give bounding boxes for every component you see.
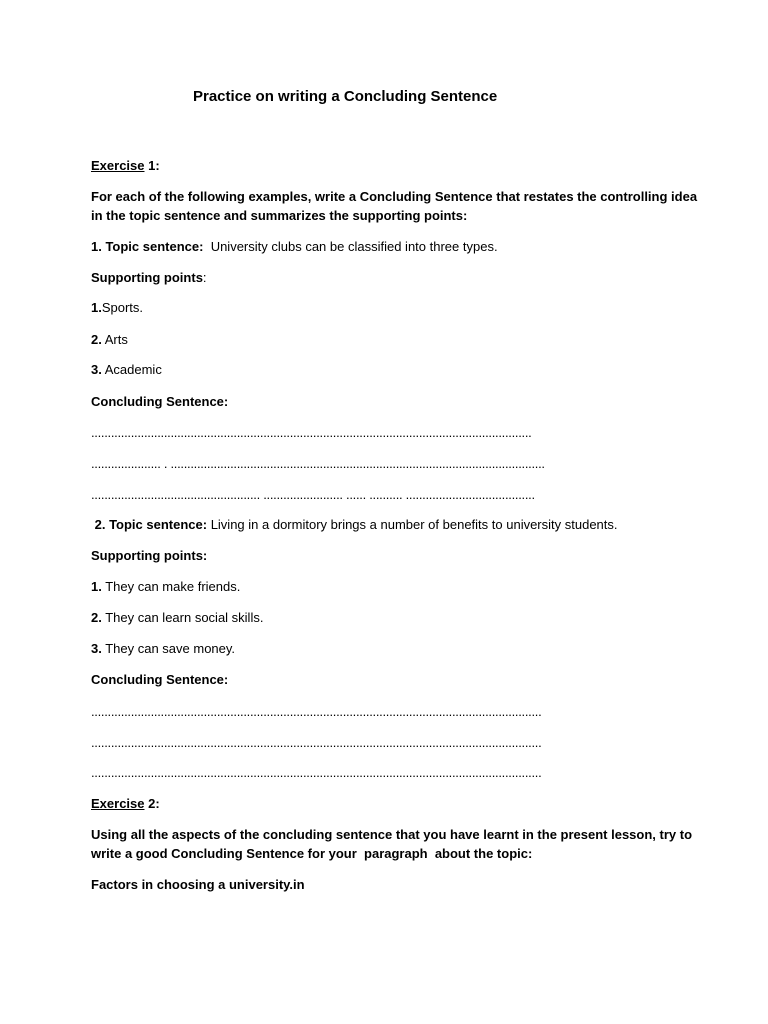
topic1-point-3 [91, 361, 162, 379]
topic1-text: University clubs can be classified into three types. [203, 239, 498, 254]
topic1-supporting-colon: : [202, 270, 207, 285]
topic2-text: Living in a dormitory brings a number of benefits to university students. [207, 517, 618, 532]
topic2-supporting-label: Supporting points: [91, 548, 208, 563]
point-number: 1. [91, 579, 102, 594]
topic2-point-3 [91, 640, 235, 658]
point-number: 2. [91, 332, 102, 347]
topic1-supporting-heading [91, 269, 207, 287]
exercise2-heading [91, 795, 160, 813]
exercise2-heading-word: Exercise [91, 796, 145, 811]
point-text: They can learn social skills. [101, 610, 264, 625]
topic2-point-2 [91, 609, 263, 627]
topic2-point-1 [91, 578, 240, 596]
topic2-sentence [91, 516, 618, 534]
topic1-answer-line-2: ..................... . ................................................................................................................. [91, 456, 545, 471]
topic1-answer-line-1: ..................................................................................................................................... [91, 425, 532, 440]
topic1-point-1 [91, 299, 143, 317]
point-number: 2. [91, 610, 102, 625]
exercise2-instruction-line2: write a good Concluding Sentence for your paragraph about the topic: [91, 846, 533, 861]
topic1-concluding-label: Concluding Sentence: [91, 394, 229, 409]
exercise1-heading-number: 1: [144, 158, 160, 173]
topic2-answer-line-2: ........................................................................................................................................ [91, 735, 542, 750]
point-text: They can make friends. [101, 579, 241, 594]
exercise1-heading-word: Exercise [91, 158, 145, 173]
point-text: Academic [101, 362, 162, 377]
topic2-answer-line-3: ........................................................................................................................................ [91, 765, 542, 780]
point-number: 3. [91, 362, 102, 377]
topic1-point-2 [91, 331, 128, 349]
exercise1-heading [91, 157, 160, 175]
exercise2-instruction-line1: Using all the aspects of the concluding sentence that you have learnt in the present lesson, try to [91, 827, 693, 842]
point-text: Sports. [101, 300, 144, 315]
exercise2-heading-number: 2: [144, 796, 160, 811]
topic2-label: 2. Topic sentence: [91, 517, 208, 532]
point-text: They can save money. [101, 641, 236, 656]
page-title: Practice on writing a Concluding Sentence [193, 88, 498, 105]
exercise1-instruction-line2: in the topic sentence and summarizes the supporting points: [91, 208, 468, 223]
topic1-answer-line-3: ................................................... ........................ ...... .......... ....................................... [91, 487, 535, 502]
exercise2-topic: Factors in choosing a university.in [91, 877, 305, 892]
point-text: Arts [101, 332, 128, 347]
topic1-label: 1. Topic sentence: [91, 239, 204, 254]
point-number: 1. [91, 300, 102, 315]
exercise1-instruction-line1: For each of the following examples, write a Concluding Sentence that restates the controlling idea [91, 189, 698, 204]
point-number: 3. [91, 641, 102, 656]
topic2-concluding-label: Concluding Sentence: [91, 672, 229, 687]
topic1-supporting-label: Supporting points [91, 270, 203, 285]
topic1-sentence [91, 238, 498, 256]
topic2-answer-line-1: ........................................................................................................................................ [91, 704, 542, 719]
